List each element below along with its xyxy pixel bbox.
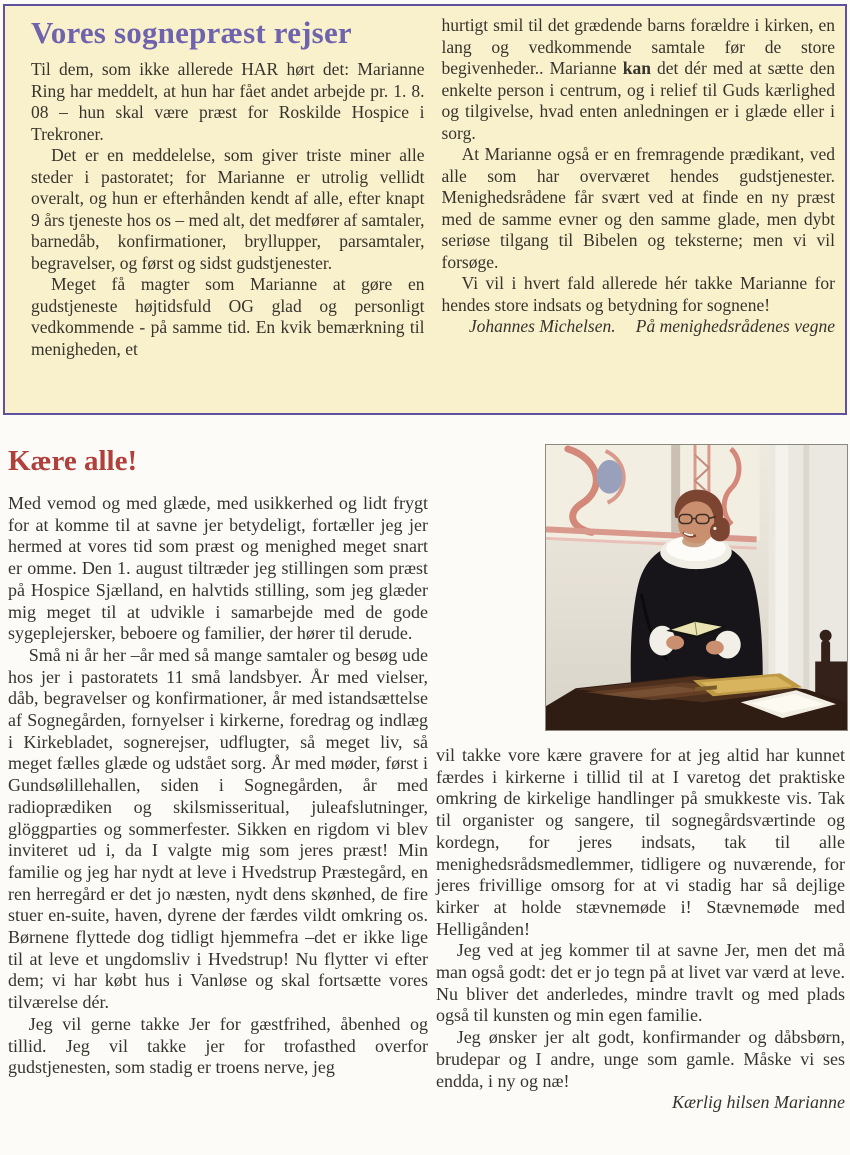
article-signature-name: Johannes Michelsen. [468,316,616,336]
photo-illustration [546,445,847,730]
article-paragraph-4-text: hurtigt smil til det grædende barns forældre i kirken, en lang og vedkommende samtale før de store begivenheder.. Marianne [441,15,835,78]
article-paragraph-6-text: Vi vil i hvert fald allerede hér takke Marianne for hendes store indsats og betydning for sognene! [441,273,835,315]
letter-paragraph-3: Jeg vil gerne takke Jer for gæstfrihed, åbenhed og tillid. Jeg vil takke jer for trofasthed overfor gudstjenesten, som stadig er troens nerve, jeg [8,1013,428,1078]
photo-marianne-in-church [545,444,848,731]
letter-paragraph-1: Med vemod og med glæde, med usikkerhed og lidt frygt for at komme til at savne jer betydeligt, fortæller jeg jer hermed at vores tid som præst og menighed meget snart er omme. Den 1. august tiltræder jeg stillingen som præst på Hospice Sjælland, en halvtids stilling, som jeg glæder mig meget til at udvikle i samarbejde med de gode sygeplejersker, beboere og familier, der hører til derude. [8,493,428,644]
letter-right-column [436,745,845,1114]
letter-paragraph-4: vil takke vore kære gravere for at jeg altid har kunnet færdes i kirkerne i tillid til at I varetog det praktiske omkring de kirkelige handlinger på smukkeste vis. Tak til organister og sangere, til sognegårdsværtinde og kordegn, for jeres indsats, tak til alle menighedsrådsmedlemmer, tidligere og nuværende, for jeres frivillige omsorg for at vi stadig har så dejlige kirker at holde stævnemøde i! Stævnemøde med Helligånden! [436,745,845,939]
letter-signature: Kærlig hilsen Marianne [671,1092,845,1113]
article-paragraph-1: Til dem, som ikke allerede HAR hørt det: Marianne Ring har meddelt, at hun har fået andet arbejde pr. 1. 8. 08 – hun skal være præst for Roskilde Hospice i Trekroner. [31,59,425,144]
article-paragraph-3: Meget få magter som Marianne at gøre en gudstjeneste højtidsfuld OG glad og personligt vedkommende - på samme tid. En kvik bemærkning til menigheden, et [31,274,425,359]
article-paragraph-5: At Marianne også er en fremragende prædikant, ved alle som har overværet hendes gudstjenester. Menighedsrådene får svært ved at finde en ny præst med de samme evner og den samme glade, men dybt seriøse tilgang til Bibelen og teksterne; men vi vil forsøge. [441,144,835,272]
article-box [3,4,847,415]
article-paragraph-4-text-cont: det dér med at sætte den enkelte person i centrum, og i relief til Guds kærlighed og tilgivelse, hvad enten anledningen er i glæde eller i sorg. [441,58,835,143]
article-bold-word: kan [622,58,651,78]
article-signature-role: På menighedsrådenes vegne [635,316,835,336]
letter-paragraph-6: Jeg ønsker jer alt godt, konfirmander og dåbsbørn, brudepar og I andre, unge som gamle. Måske vi ses endda, i ny og næ! [436,1027,845,1091]
letter-left-column [8,493,428,1079]
article-right-column [442,15,836,408]
letter-paragraph-2: Små ni år her –år med så mange samtaler og besøg ude hos jer i pastoratets 11 små landsbyer. År med vielser, dåb, begravelser og konfirmationer, år med istandsættelse af Sognegården, fornyelser i kirkerne, foredrag og indlæg i Kirkebladet, sognerejser, udflugter, så meget liv, så meget fælles glæde og udstået sorg. År med møder, først i Gundsølillehallen, siden i Sognegården, år med radioprædiken og skilsmisseritual, juleafslutninger, glöggparties og sommerfester. Sikken en rigdom vi blev inviteret ud i, da I valgte mig som jeres præst! Min familie og jeg har nydt at leve i Hvedstrup Præstegård, en ren herregård er det jo næsten, nydt dens skønhed, de fire stuer en-suite, haven, dyrene der færdes vildt omkring os. Børnene flyttede dog tidligt hjemmefra –det er ikke lige til at leve et ungdomsliv i Hvedstrup! Nu flytter vi efter dem; vi har købt hus i Vanløse og skal fortsætte vores tilværelse dér. [8,644,428,1013]
article-left-column [31,15,425,408]
article-paragraph-4 [442,15,836,144]
article-paragraph-2: Det er en meddelelse, som giver triste miner alle steder i pastoratet; for Marianne er utrolig vellidt overalt, og hun er efterhånden kendt af alle, efter knapt 9 års tjeneste hos os – med alt, det medfører af samtaler, barnedåb, konfirmationer, bryllupper, parsamtaler, begravelser, og først og sidst gudstjenester. [31,145,425,273]
letter-paragraph-5: Jeg ved at jeg kommer til at savne Jer, men det må man også godt: det er jo tegn på at livet var værd at leve. Nu bliver det anderledes, mindre travlt og med plads også til kunsten og min egen familie. [436,940,845,1026]
letter-title: Kære alle! [8,445,138,477]
article-title: Vores sognepræst rejser [31,15,352,50]
